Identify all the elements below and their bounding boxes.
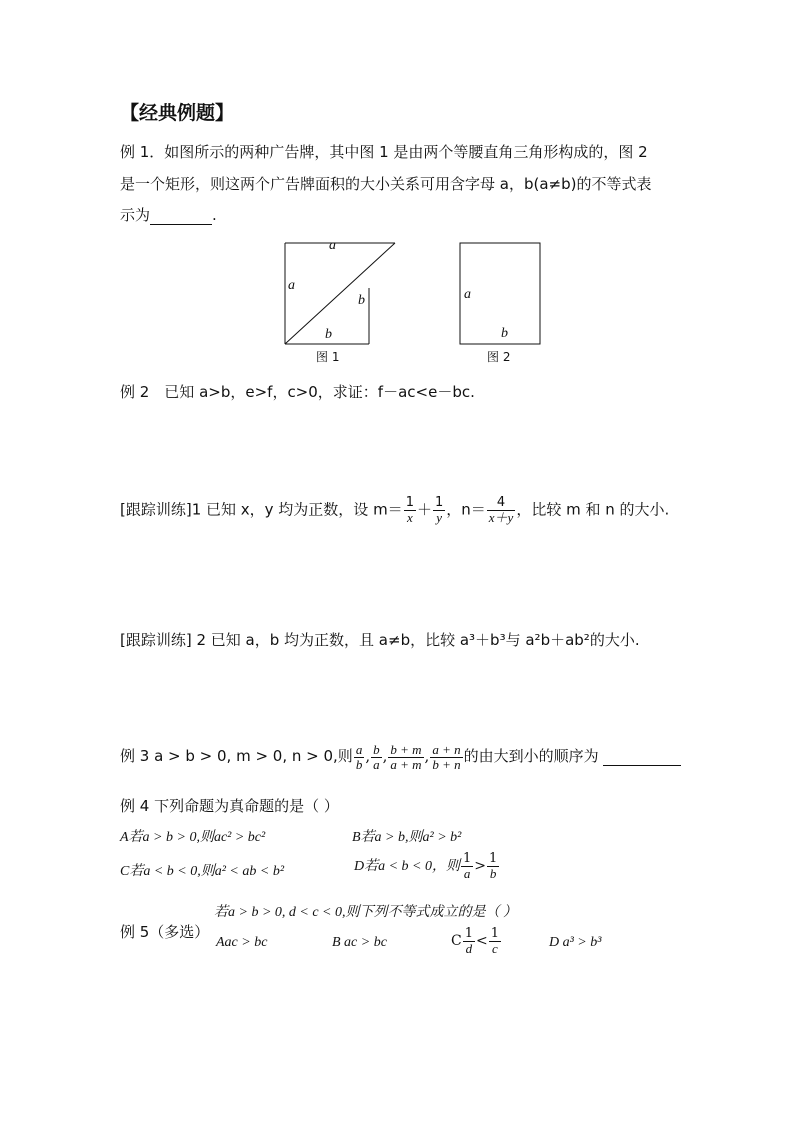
ex3-frac3 xyxy=(388,743,423,771)
ex4-d-prefix: D若a < b < 0，则 xyxy=(354,859,461,875)
ex4-d-frac1 xyxy=(461,852,473,880)
fig1-label-b-right: b xyxy=(358,293,365,308)
ex4-option-a: A若a > b > 0,则ac² > bc² xyxy=(120,830,266,845)
ex5-c-lt: < xyxy=(476,933,488,950)
section-title: 【经典例题】 xyxy=(120,102,235,124)
train1-n-frac xyxy=(487,496,516,524)
frac-den: x xyxy=(406,509,413,525)
ex1-line2: 是一个矩形，则这两个广告牌面积的大小关系可用含字母 a，b(a≠b)的不等式表 xyxy=(120,175,652,193)
frac-num: 1 xyxy=(463,851,472,866)
ex2-text: 例 2 已知 a>b，e>f，c>0，求证：f－ac<e－bc. xyxy=(120,383,475,401)
ex1-line3-text: 示为 xyxy=(120,206,151,224)
fig2-rectangle xyxy=(460,243,540,344)
ex1-line3-end: . xyxy=(212,206,217,224)
frac-den: a xyxy=(463,865,471,881)
ex4-d-frac2 xyxy=(487,852,499,880)
ex3-line xyxy=(120,743,681,771)
frac-den: c xyxy=(491,940,498,956)
ex3-frac4 xyxy=(430,743,462,771)
ex5-stem: 若a > b > 0, d < c < 0,则下列不等式成立的是（ ） xyxy=(214,905,518,920)
train1-m-frac2 xyxy=(433,496,445,524)
ex5-c-prefix: C xyxy=(451,933,462,950)
frac-den: d xyxy=(465,940,473,956)
ex4-option-c: C若a < b < 0,则a² < ab < b² xyxy=(120,864,285,879)
frac-den: a xyxy=(373,756,380,772)
ex3-sep3: , xyxy=(424,747,430,766)
train1-plus: ＋ xyxy=(416,500,432,519)
frac-den: b + n xyxy=(432,756,461,772)
train1-line xyxy=(120,496,669,524)
train2-text: [跟踪训练] 2 已知 a，b 均为正数，且 a≠b，比较 a³＋b³与 a²b＋ab²的大小. xyxy=(120,631,640,649)
frac-num: 4 xyxy=(487,496,516,511)
frac-den: b xyxy=(355,756,363,772)
frac-num: 1 xyxy=(464,926,473,941)
ex1-line3 xyxy=(120,204,217,225)
frac-den: y xyxy=(436,509,443,525)
ex5-option-a: Aac > bc xyxy=(216,935,268,950)
ex5-option-d: D a³ > b³ xyxy=(549,935,602,950)
frac-num: a xyxy=(355,742,363,757)
frac-num: 1 xyxy=(434,495,444,510)
fig1-label-a-top: a xyxy=(329,238,336,253)
ex1-line1: 例 1．如图所示的两种广告牌，其中图 1 是由两个等腰直角三角形构成的，图 2 xyxy=(120,143,648,161)
fig2-caption: 图 2 xyxy=(487,350,511,364)
frac-num: b + m xyxy=(390,742,422,757)
fig1-label-a-left: a xyxy=(288,278,295,293)
ex5-c-frac1 xyxy=(463,927,475,955)
fig1-caption: 图 1 xyxy=(316,350,340,364)
ex3-answer-blank xyxy=(603,747,681,766)
frac-num: 1 xyxy=(489,851,498,866)
frac-num: 1 xyxy=(490,926,500,941)
frac-den: a + m xyxy=(390,756,422,772)
train1-prefix: [跟踪训练]1 已知 x，y 均为正数，设 m＝ xyxy=(120,500,403,519)
fig2-label-b: b xyxy=(501,326,508,341)
ex3-frac1 xyxy=(354,743,365,771)
frac-den: x＋y xyxy=(488,509,514,525)
ex4-option-b: B若a > b,则a² > b² xyxy=(352,830,462,845)
train1-mid: ，n＝ xyxy=(446,500,486,519)
train1-suffix: ，比较 m 和 n 的大小. xyxy=(516,500,670,519)
frac-num: 1 xyxy=(405,495,414,510)
ex5-c-frac2 xyxy=(489,927,501,955)
ex4-option-d xyxy=(354,852,500,880)
ex5-label: 例 5（多选） xyxy=(120,923,210,941)
fig1-diagonal xyxy=(285,243,395,344)
fig1-label-b-bottom: b xyxy=(325,327,332,342)
frac-den: b xyxy=(489,865,497,881)
ex5-option-c xyxy=(451,927,502,955)
ex3-sep2: , xyxy=(382,747,388,766)
ex3-frac2 xyxy=(371,743,382,771)
frac-num: b xyxy=(373,742,380,757)
ex4-stem: 例 4 下列命题为真命题的是（ ） xyxy=(120,797,339,815)
ex3-sep1: , xyxy=(365,747,371,766)
fig2-label-a: a xyxy=(464,287,471,302)
ex1-answer-blank xyxy=(150,206,212,225)
frac-num: a + n xyxy=(432,742,461,757)
ex4-d-gt: > xyxy=(474,858,487,875)
train1-m-frac1 xyxy=(404,496,416,524)
ex5-option-b: B ac > bc xyxy=(332,935,387,950)
ex3-suffix: 的由大到小的顺序为 xyxy=(463,747,599,766)
ex3-prefix: 例 3 a > b > 0, m > 0, n > 0,则 xyxy=(120,747,353,766)
